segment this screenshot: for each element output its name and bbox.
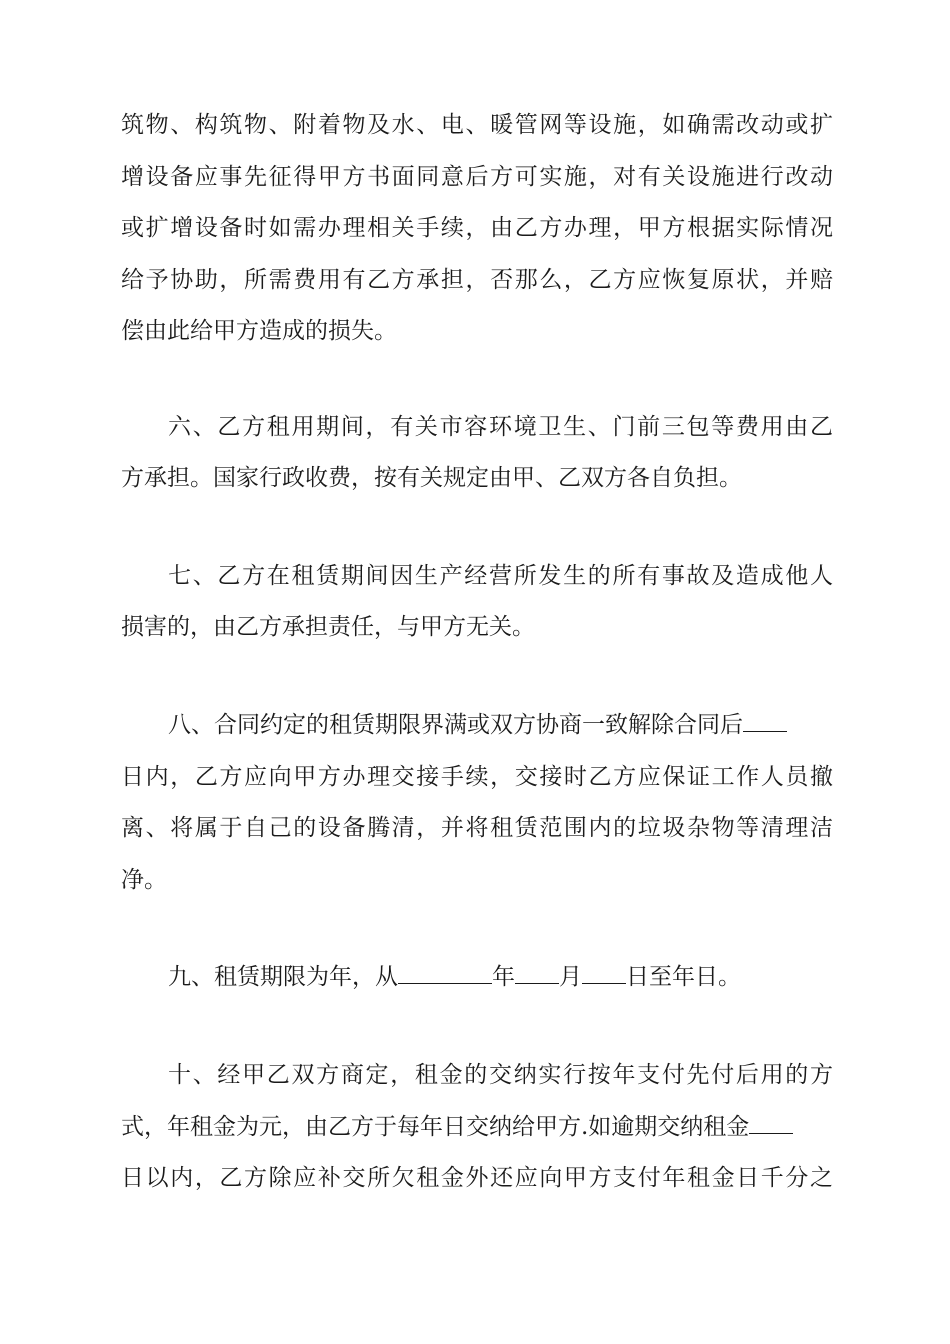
paragraph-8-line-2: 日内，乙方应向甲方办理交接手续，交接时乙方应保证工作人员撤 — [121, 764, 833, 790]
paragraph-5-line-4: 给予协助，所需费用有乙方承担，否那么，乙方应恢复原状，并赔 — [121, 267, 833, 293]
paragraph-9-part-1: 九、租赁期限为年，从 — [168, 964, 398, 990]
paragraph-9-part-4: 日至年日。 — [626, 964, 741, 990]
paragraph-6-line-2: 方承担。国家行政收费，按有关规定由甲、乙双方各自负担。 — [121, 465, 742, 491]
paragraph-7-line-1: 七、乙方在租赁期间因生产经营所发生的所有事故及造成他人 — [168, 563, 833, 589]
paragraph-7-line-2: 损害的，由乙方承担责任，与甲方无关。 — [121, 614, 535, 640]
blank-overdue-days-field[interactable] — [749, 1111, 793, 1134]
paragraph-8-line-1-text: 八、合同约定的租赁期限界满或双方协商一致解除合同后 — [168, 712, 743, 738]
paragraph-10-line-3: 日以内，乙方除应补交所欠租金外还应向甲方支付年租金日千分之 — [121, 1165, 833, 1191]
paragraph-10-line-1: 十、经甲乙双方商定，租金的交纳实行按年支付先付后用的方 — [168, 1062, 833, 1088]
paragraph-9-part-2: 年 — [492, 964, 515, 990]
paragraph-5-line-1: 筑物、构筑物、附着物及水、电、暖管网等设施，如确需改动或扩 — [121, 112, 833, 138]
paragraph-5-line-2: 增设备应事先征得甲方书面同意后方可实施，对有关设施进行改动 — [121, 164, 833, 190]
paragraph-9-line-1 — [168, 957, 833, 997]
paragraph-5-line-5: 偿由此给甲方造成的损失。 — [121, 318, 397, 344]
paragraph-10-line-2-text: 式，年租金为元，由乙方于每年日交纳给甲方.如逾期交纳租金 — [121, 1114, 750, 1140]
paragraph-6-line-1: 六、乙方租用期间，有关市容环境卫生、门前三包等费用由乙 — [168, 414, 833, 440]
paragraph-10-line-2 — [121, 1107, 833, 1147]
paragraph-8-line-1 — [168, 705, 833, 745]
paragraph-8-line-3: 离、将属于自己的设备腾清，并将租赁范围内的垃圾杂物等清理洁 — [121, 815, 833, 841]
blank-month-field[interactable] — [515, 961, 559, 984]
paragraph-8-line-4: 净。 — [121, 867, 167, 893]
blank-day-field[interactable] — [582, 961, 626, 984]
paragraph-5-line-3: 或扩增设备时如需办理相关手续，由乙方办理，甲方根据实际情况 — [121, 215, 833, 241]
blank-year-field[interactable] — [398, 961, 492, 984]
blank-days-field[interactable] — [743, 709, 787, 732]
paragraph-9-part-3: 月 — [559, 964, 582, 990]
